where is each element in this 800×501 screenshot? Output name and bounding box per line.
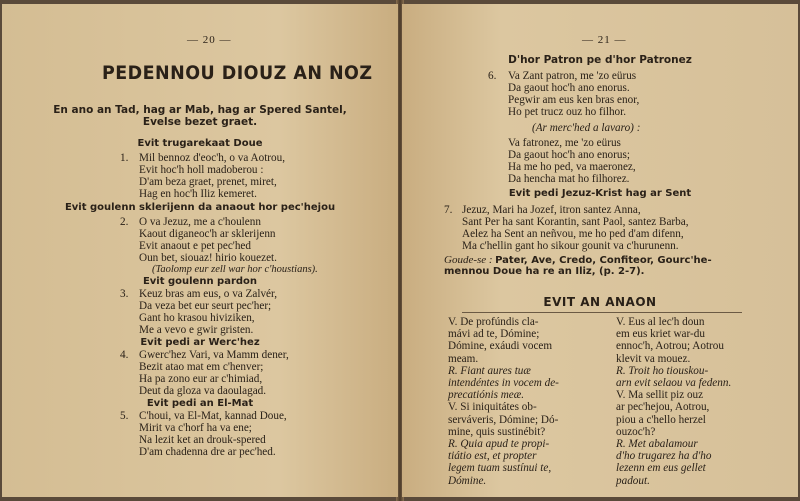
breton-line: arn evit selaou va fedenn.: [616, 377, 732, 390]
verse-number: 4.: [120, 349, 129, 361]
verse-note: (Ar merc'hed a lavaro) :: [532, 122, 641, 134]
breton-line: lezenn em eus gellet: [616, 462, 706, 475]
breton-line: klevit va mouez.: [616, 352, 691, 365]
breton-line: piou a c'hello herzel: [616, 413, 706, 426]
latin-line: mávi ad te, Dómine;: [448, 328, 540, 341]
latin-line: serváveris, Dómine; Dó-: [448, 413, 559, 426]
verse-line: D'am beza graet, prenet, miret,: [139, 176, 277, 188]
left-page: [2, 4, 398, 497]
verse-line: Hag en hoc'h Iliz kemeret.: [139, 188, 257, 200]
breton-line: d'ho trugarez ha d'ho: [616, 450, 712, 463]
divider: [462, 312, 742, 313]
latin-line: legem tuam sustínui te,: [448, 462, 552, 475]
verse-line: Gwerc'hez Vari, va Mamm dener,: [139, 349, 289, 361]
latin-line: Dómine.: [448, 474, 487, 487]
goude-se-label: Goude-se :: [444, 254, 493, 266]
breton-column: [616, 316, 731, 487]
verse-number: 1.: [120, 152, 129, 164]
latin-line: intendéntes in vocem de-: [448, 377, 559, 390]
latin-line: R. Quia apud te propi-: [448, 438, 550, 451]
latin-line: mine, quis sustinébit?: [448, 425, 546, 438]
goude-se-text-2: mennou Doue ha re an Iliz, (p. 2-7).: [444, 266, 645, 277]
latin-line: R. Fiant aures tuæ: [448, 364, 531, 377]
verse-line: Aelez ha Sent an neñvou, me ho ped d'am difenn,: [462, 228, 684, 240]
latin-line: precatiónis meæ.: [448, 389, 525, 402]
verse-number: 3.: [120, 288, 129, 300]
page-number-right: — 21 —: [582, 34, 627, 46]
verse-line: Evit anaout e pet pec'hed: [139, 240, 251, 252]
section-heading: Evit goulenn sklerijenn da anaout hor pec'hejou: [64, 202, 336, 213]
verse-line: Keuz bras am eus, o va Zalvér,: [139, 288, 278, 300]
breton-line: ennoc'h, Aotrou; Aotrou: [616, 340, 724, 353]
section-heading: Evit trugarekaat Doue: [137, 138, 263, 149]
verse-number: 6.: [488, 70, 497, 82]
verse-note: (Taolomp eur zell war hor c'houstians).: [152, 264, 318, 275]
breton-line: padout.: [616, 474, 650, 487]
verse-line: C'houi, va El-Mat, kannad Doue,: [139, 410, 287, 422]
verse-line: Pegwir am eus ken bras enor,: [508, 94, 640, 106]
verse-line: Ha me ho ped, va maeronez,: [508, 161, 636, 173]
section-heading: D'hor Patron pe d'hor Patronez: [508, 54, 692, 66]
breton-line: em eus kriet war-du: [616, 328, 705, 341]
section-title: EVIT AN ANAON: [543, 295, 657, 309]
invocation-line-2: Evelse bezet graet.: [142, 116, 258, 128]
verse-number: 5.: [120, 410, 129, 422]
latin-line: tiátio est, et propter: [448, 450, 537, 463]
verse-line: Mirit va c'horf ha va ene;: [139, 422, 252, 434]
verse-line: Da veza bet eur seurt pec'her;: [139, 300, 272, 312]
verse-line: Na lezit ket an drouk-spered: [139, 434, 266, 446]
invocation-line-1: En ano an Tad, hag ar Mab, hag ar Spered Santel,: [53, 104, 347, 116]
verse-line: Da gaout hoc'h ano enorus;: [508, 149, 630, 161]
latin-column: [448, 316, 559, 487]
verse-line: Evit hoc'h holl madoberou :: [139, 164, 264, 176]
breton-line: ar pec'hejou, Aotrou,: [616, 401, 710, 414]
breton-line: R. Troit ho tiouskou-: [616, 364, 709, 377]
verse-line: Jezuz, Mari ha Jozef, itron santez Anna,: [462, 204, 641, 216]
verse-line: Ho pet trucz ouz ho filhor.: [508, 106, 627, 118]
latin-line: meam.: [448, 352, 479, 365]
latin-line: Dómine, exáudi vocem: [448, 340, 553, 353]
verse-line: Kaout diganeoc'h ar sklerijenn: [139, 228, 276, 240]
verse-line: Deut da gloza va daoulagad.: [139, 385, 267, 397]
latin-line: V. Si iniquitátes ob-: [448, 401, 537, 414]
goude-se-text: Pater, Ave, Credo, Confiteor, Gourc'he-: [495, 255, 712, 266]
verse-line: O va Jezuz, me a c'houlenn: [139, 216, 261, 228]
verse-line: D'am chadenna dre ar pec'hed.: [139, 446, 276, 458]
section-heading: Evit pedi Jezuz-Krist hag ar Sent: [508, 188, 692, 199]
latin-line: V. De profúndis cla-: [448, 316, 539, 328]
section-heading: Evit pedi an El-Mat: [146, 398, 254, 409]
section-heading: Evit pedi ar Werc'hez: [140, 337, 260, 348]
verse-line: Me a vevo e gwir gristen.: [139, 324, 254, 336]
breton-line: V. Ma sellit piz ouz: [616, 389, 704, 402]
page-title: PEDENNOU DIOUZ AN NOZ: [102, 62, 373, 84]
verse-line: Da hencha mat ho filhorez.: [508, 173, 630, 185]
section-heading: Evit goulenn pardon: [142, 276, 258, 287]
verse-line: Mil bennoz d'eoc'h, o va Aotrou,: [139, 152, 286, 164]
verse-line: Va Zant patron, me 'zo eürus: [508, 70, 637, 82]
right-page: [402, 4, 798, 497]
verse-line: Bezit atao mat em c'henver;: [139, 361, 264, 373]
verse-line: Sant Per ha sant Korantin, sant Paol, santez Barba,: [462, 216, 689, 228]
page-number-left: — 20 —: [187, 34, 232, 46]
verse-number: 2.: [120, 216, 129, 228]
verse-line: Ha pa zono eur ar c'himiad,: [139, 373, 263, 385]
verse-line: Ma c'hellin gant ho sikour gounit va c'hurunenn.: [462, 240, 679, 252]
verse-line: Da gaout hoc'h ano enorus.: [508, 82, 630, 94]
breton-line: R. Met abalamour: [616, 438, 698, 451]
verse-line: Oun bet, siouaz! hirio kouezet.: [139, 252, 277, 264]
breton-line: V. Eus al lec'h doun: [616, 316, 705, 328]
verse-line: Va fatronez, me 'zo eürus: [508, 137, 621, 149]
breton-line: ouzoc'h?: [616, 425, 656, 438]
verse-line: Gant ho krasou hiviziken,: [139, 312, 255, 324]
verse-number: 7.: [444, 204, 453, 216]
